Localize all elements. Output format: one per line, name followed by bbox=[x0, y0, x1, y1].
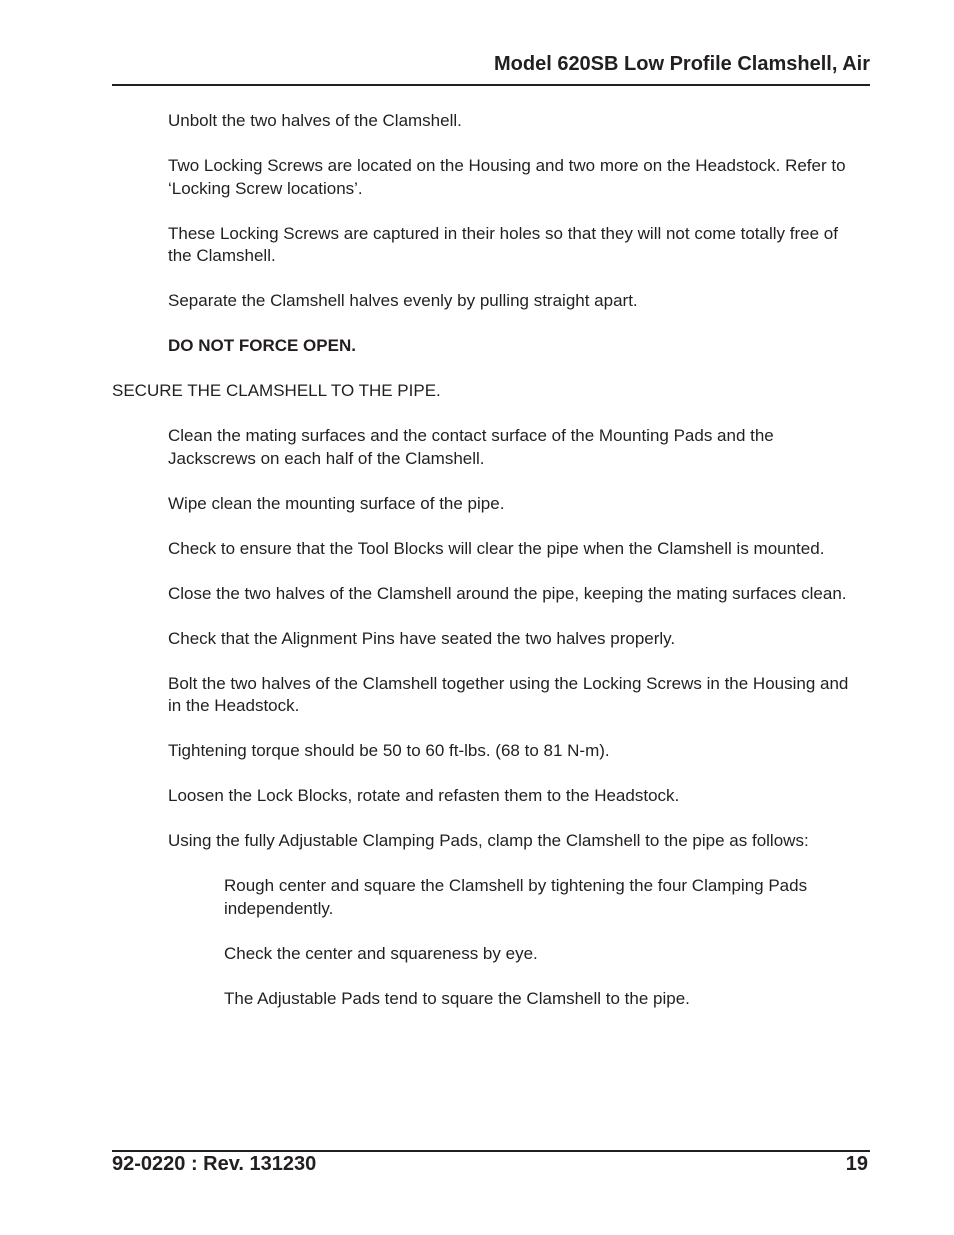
paragraph: Two Locking Screws are located on the Housing and two more on the Headstock. Refer to ‘Locking Screw locations’. bbox=[168, 156, 846, 198]
paragraph: Wipe clean the mounting surface of the pipe. bbox=[168, 493, 505, 513]
paragraph: Clean the mating surfaces and the contact surface of the Mounting Pads and the Jackscrews on each half of the Clamshell. bbox=[168, 426, 774, 468]
footer-doc-number: 92-0220 : Rev. 131230 bbox=[112, 1153, 317, 1175]
paragraph: Unbolt the two halves of the Clamshell. bbox=[168, 111, 462, 130]
paragraph: These Locking Screws are captured in their holes so that they will not come totally free of the Clamshell. bbox=[168, 223, 838, 265]
page-header-title: Model 620SB Low Profile Clamshell, Air bbox=[493, 53, 870, 75]
warning-text: DO NOT FORCE OPEN. bbox=[168, 336, 356, 355]
paragraph: Check that the Alignment Pins have seated the two halves properly. bbox=[168, 628, 676, 648]
sub-paragraph: Rough center and square the Clamshell by tightening the four Clamping Pads independently. bbox=[224, 876, 808, 918]
body-text bbox=[0, 110, 954, 1033]
footer-rule bbox=[112, 1150, 870, 1152]
footer-page-number: 19 bbox=[845, 1153, 868, 1175]
sub-paragraph: The Adjustable Pads tend to square the Clamshell to the pipe. bbox=[224, 988, 690, 1008]
paragraph: Separate the Clamshell halves evenly by pulling straight apart. bbox=[168, 291, 638, 310]
header-rule bbox=[112, 84, 870, 86]
paragraph: Bolt the two halves of the Clamshell together using the Locking Screws in the Housing and in the Headstock. bbox=[168, 673, 849, 715]
paragraph: Close the two halves of the Clamshell around the pipe, keeping the mating surfaces clean. bbox=[168, 583, 847, 603]
sub-paragraph: Check the center and squareness by eye. bbox=[224, 943, 538, 963]
paragraph: Loosen the Lock Blocks, rotate and refasten them to the Headstock. bbox=[168, 786, 680, 805]
paragraph: Using the fully Adjustable Clamping Pads, clamp the Clamshell to the pipe as follows: bbox=[168, 831, 809, 850]
paragraph: Check to ensure that the Tool Blocks will clear the pipe when the Clamshell is mounted. bbox=[168, 538, 825, 558]
section-heading: SECURE THE CLAMSHELL TO THE PIPE. bbox=[112, 381, 441, 400]
paragraph: Tightening torque should be 50 to 60 ft-lbs. (68 to 81 N-m). bbox=[168, 741, 610, 760]
